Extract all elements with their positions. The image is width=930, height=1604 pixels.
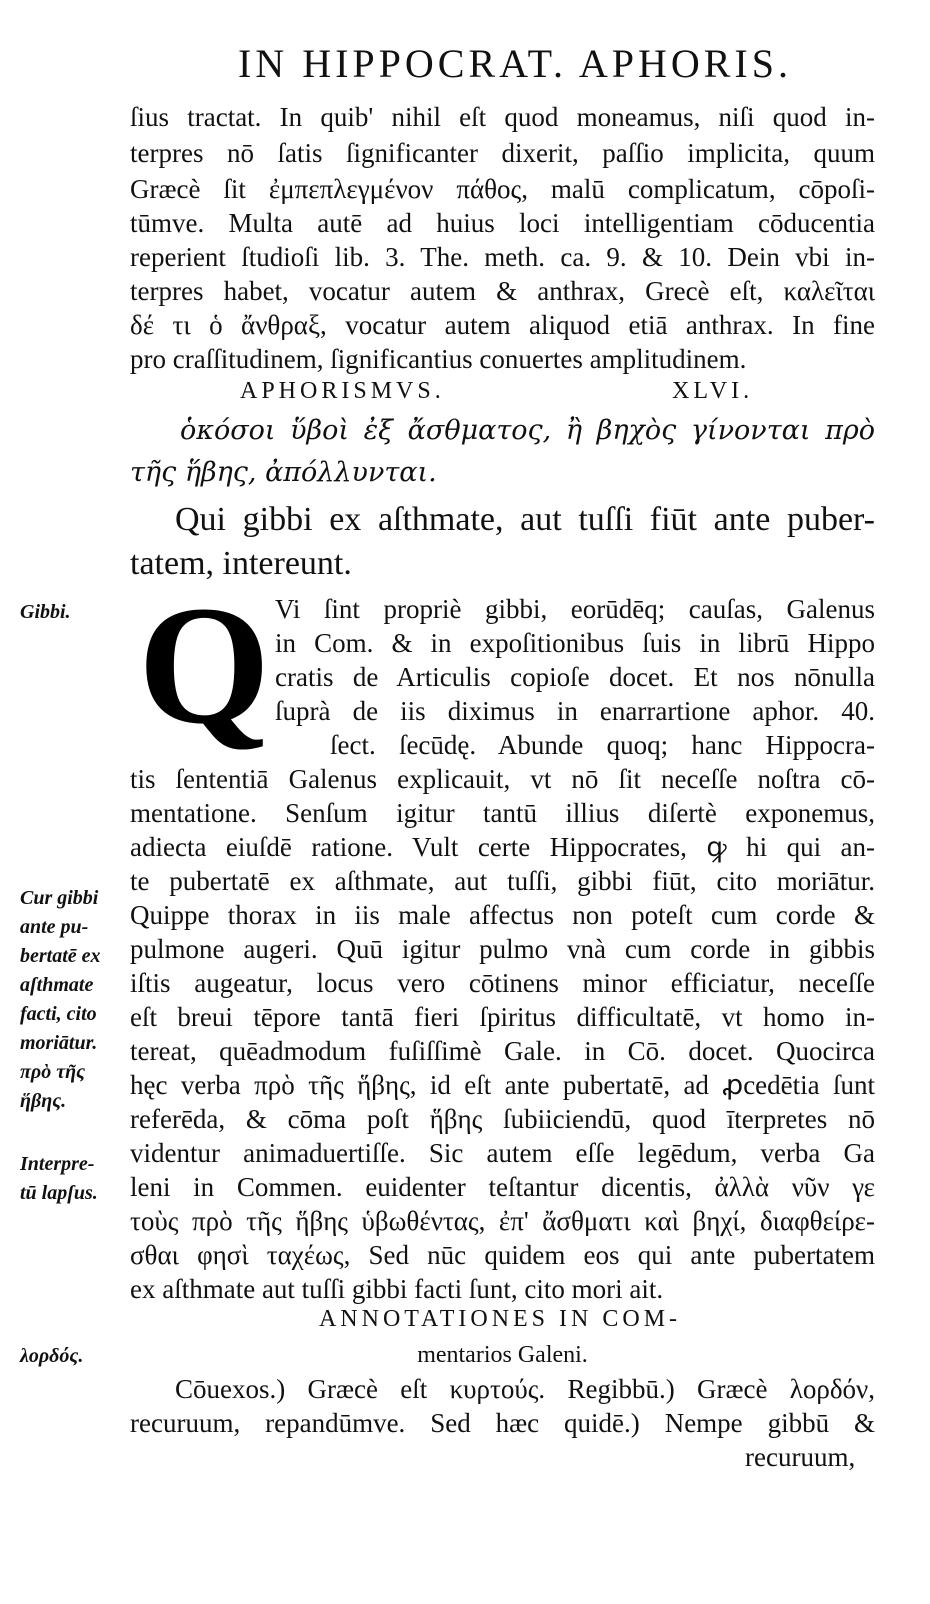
commentary-line: ſuprà de iis diximus in enarrartione aphor. 40. bbox=[275, 696, 875, 726]
catchword: recuruum, bbox=[745, 1442, 856, 1472]
text-line: terpres habet, vocatur autem & anthrax, Grecè eſt, καλεῖται bbox=[130, 276, 875, 306]
margin-note-line: Interpre- bbox=[20, 1153, 95, 1175]
text-line: terpres nō ſatis ſignificanter dixerit, paſſio implicita, quum bbox=[130, 138, 875, 168]
commentary-line: τοὺς πρὸ τῆς ἥβης ὑβωθέντας, ἐπ' ἄσθματι καὶ βηχί, διαφθείρε- bbox=[130, 1206, 875, 1236]
text-line: tūmve. Multa autē ad huius loci intelligentiam cōducentia bbox=[130, 208, 875, 238]
commentary-line: in Com. & in expoſitionibus ſuis in librū Hippo bbox=[275, 628, 875, 658]
text-line: pro craſſitudinem, ſignificantius conuertes amplitudinem. bbox=[130, 344, 747, 374]
commentary-line: ſect. ſecūdę. Abunde quoq; hanc Hippocra- bbox=[330, 730, 875, 760]
margin-note-line: moriātur. bbox=[20, 1032, 98, 1054]
margin-note-line: tū lapſus. bbox=[20, 1182, 98, 1204]
annotations-subheading: mentarios Galeni. bbox=[417, 1342, 588, 1368]
commentary-line: tereat, quēadmodum fuſiſſimè Gale. in Cō. docet. Quocirca bbox=[130, 1036, 875, 1066]
commentary-line: eſt breui tēpore tantā fieri ſpiritus difficultatē, vt homo in- bbox=[130, 1002, 875, 1032]
commentary-line: mentatione. Senſum igitur tantū illius diſertè exponemus, bbox=[130, 798, 875, 828]
text-line: ſius tractat. In quib' nihil eſt quod moneamus, niſi quod in- bbox=[130, 102, 875, 132]
commentary-line: adiecta eiuſdē ratione. Vult certe Hippocrates, ꝙ hi qui an- bbox=[130, 832, 875, 862]
commentary-line: ex aſthmate aut tuſſi gibbi facti ſunt, cito mori ait. bbox=[130, 1274, 664, 1304]
margin-note-cur-gibbi bbox=[20, 884, 130, 1116]
margin-note-line: bertatē ex bbox=[20, 945, 101, 967]
commentary-line: referēda, & cōma poſt ἥβης ſubiiciendū, quod īterpretes nō bbox=[130, 1104, 875, 1134]
margin-note-line: aſthmate bbox=[20, 974, 94, 996]
text-line: Græcè ſit ἐμπεπλεγμένον πάθος, malū complicatum, cōpoſi- bbox=[130, 174, 875, 204]
commentary-line: σθαι φησὶ ταχέως, Sed nūc quidem eos qui ante pubertatem bbox=[130, 1240, 875, 1270]
annotations-heading: ANNOTATIONES IN COM- bbox=[318, 1306, 682, 1332]
text-line: reperient ſtudioſi lib. 3. The. meth. ca. 9. & 10. Dein vbi in- bbox=[130, 242, 875, 272]
commentary-line: te pubertatē ex aſthmate, aut tuſſi, gibbi fiūt, cito moriātur. bbox=[130, 866, 875, 896]
commentary-line: hęc verba πρὸ τῆς ἥβης, id eſt ante pubertatē, ad ꝓcedētia ſunt bbox=[130, 1070, 875, 1100]
running-header: IN HIPPOCRAT. APHORIS. bbox=[237, 41, 792, 86]
annotation-line: Cōuexos.) Græcè eſt κυρτούς. Regibbū.) Græcè λορδόν, bbox=[175, 1374, 875, 1404]
margin-note-gibbi: Gibbi. bbox=[20, 601, 71, 623]
drop-cap-initial: Q bbox=[138, 571, 271, 759]
latin-aphorism-line: tatem, intereunt. bbox=[130, 545, 352, 582]
commentary-line: leni in Commen. euidenter teſtantur dicentis, ἀλλὰ νῦν γε bbox=[130, 1172, 875, 1202]
margin-note-line: πρὸ τῆς bbox=[20, 1061, 85, 1083]
commentary-line: iſtis augeatur, locus vero cōtinens minor efficiatur, neceſſe bbox=[130, 968, 875, 998]
commentary-line: Vi ſint propriè gibbi, eorūdēq; cauſas, Galenus bbox=[275, 594, 875, 624]
greek-aphorism-line: τῆς ἥβης, ἀπόλλυνται. bbox=[130, 457, 437, 488]
commentary-line: cratis de Articulis copioſe docet. Et nos nōnulla bbox=[275, 662, 875, 692]
margin-note-line: ante pu- bbox=[20, 916, 89, 938]
annotation-line: recuruum, repandūmve. Sed hæc quidē.) Nempe gibbū & bbox=[130, 1408, 875, 1438]
greek-aphorism-line: ὁκόσοι ὕβοὶ ἐξ ἄσθματος, ἢ βηχὸς γίνονται πρὸ bbox=[180, 415, 875, 446]
text-line: δέ τι ὁ ἄνθραξ, vocatur autem aliquod etiā anthrax. In fine bbox=[130, 310, 875, 340]
aphorism-heading-label: APHORISMVS. bbox=[240, 378, 445, 404]
commentary-line: tis ſententiā Galenus explicauit, vt nō ſit neceſſe noſtra cō- bbox=[130, 764, 875, 794]
margin-note-interpretum bbox=[20, 1150, 130, 1208]
margin-note-line: Cur gibbi bbox=[20, 887, 99, 909]
commentary-line: Quippe thorax in iis male affectus non poteſt cum corde & bbox=[130, 900, 875, 930]
margin-note-line: ἥβης. bbox=[20, 1090, 67, 1112]
margin-note-line: facti, cito bbox=[20, 1003, 97, 1025]
margin-note-lordos: λορδός. bbox=[20, 1345, 84, 1367]
commentary-line: pulmone augeri. Quū igitur pulmo vnà cum corde in gibbis bbox=[130, 934, 875, 964]
aphorism-number: XLVI. bbox=[672, 378, 754, 404]
latin-aphorism-line: Qui gibbi ex aſthmate, aut tuſſi fiūt ante puber- bbox=[175, 501, 875, 538]
commentary-line: videntur animaduertiſſe. Sic autem eſſe legēdum, verba Ga bbox=[130, 1138, 875, 1168]
